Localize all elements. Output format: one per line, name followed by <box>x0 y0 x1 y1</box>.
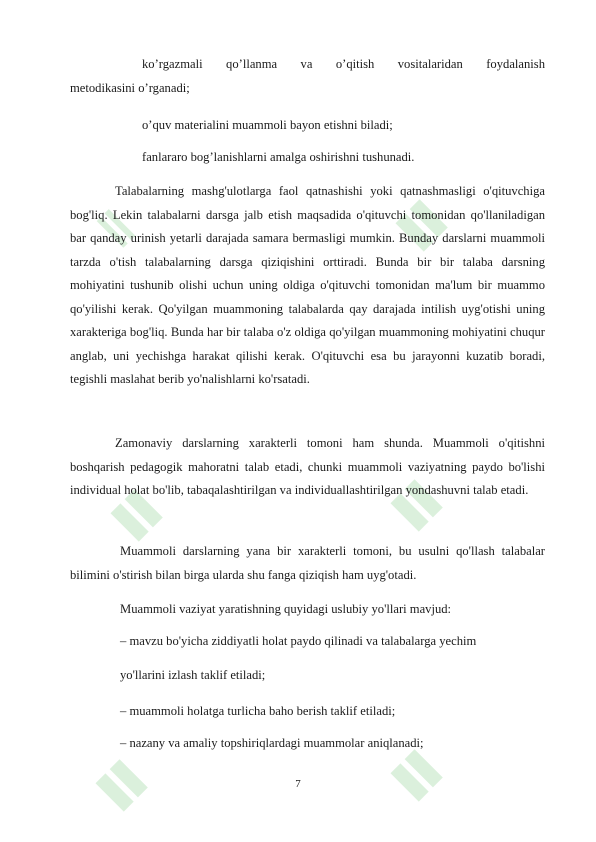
paragraph: o’quv materialini muammoli bayon etishni biladi; <box>142 118 393 132</box>
page-number: 7 <box>295 778 301 790</box>
svg-text:ǁ: ǁ <box>87 200 148 260</box>
paragraph-line: ko’rgazmali qo’llanma va o’qitish vositalaridan foydalanish <box>142 57 545 71</box>
list-item: – nazany va amaliy topshiriqlardagi muammolar aniqlanadi; <box>120 736 424 750</box>
paragraph-line: metodikasini o’rganadi; <box>70 81 190 95</box>
paragraph: fanlararo bog’lanishlarni amalga oshirishni tushunadi. <box>142 150 415 164</box>
list-item: – muammoli holatga turlicha baho berish taklif etiladi; <box>120 704 396 718</box>
paragraph: Talabalarning mashg'ulotlarga faol qatnashishi yoki qatnashmasligi o'qituvchiga bog'liq. Lekin talabalarni darsga jalb etish maqsadida o'qituvchi tomonidan qo'llaniladigan bar qanday urinish yetarli darajada samara bermasligi mumkin. Bunday darslarni muammoli tarzda o'tish talabalarning darsga qiziqishini orttiradi. Bunda bir bir talaba darsning mohiyatini tushunib olishi uchun uning oldiga o'qituvchi tomonidan ma'lum bir muammo qo'yilishi kerak. Qo'yilgan muammoning talabalarda qay darajada intilish uyg'otishi uning xarakteriga bog'liq. Bunda har bir talaba o'z oldiga qo'yilgan muammoning mohiyatini chuqur anglab, uni yechishga harakat qilishi kerak. O'qituvchi esa bu jarayonni kuzatib boradi, tegishli maslahat berib yo'nalishlarni ko'rsatadi. <box>70 184 545 386</box>
list-item: yo'llarini izlash taklif etiladi; <box>120 668 266 682</box>
paragraph: Muammoli vaziyat yaratishning quyidagi uslubiy yo'llari mavjud: <box>120 602 452 616</box>
paragraph: Zamonaviy darslarning xarakterli tomoni ham shunda. Muammoli o'qitishni boshqarish pedagogik mahoratni talab etadi, chunki muammoli vaziyatning paydo bo'lishi individual holat bo'lib, tabaqalashtirilgan va individuallashtirilgan yondashuvni talab etadi. <box>70 436 545 497</box>
list-item: – mavzu bo'yicha ziddiyatli holat paydo qilinadi va talabalarga yechim <box>120 634 477 648</box>
paragraph: Muammoli darslarning yana bir xarakterli tomoni, bu usulni qo'llash talabalar bilimini o'stirish bilan birga ularda shu fanga qiziqish ham uyg'otadi. <box>70 544 545 582</box>
